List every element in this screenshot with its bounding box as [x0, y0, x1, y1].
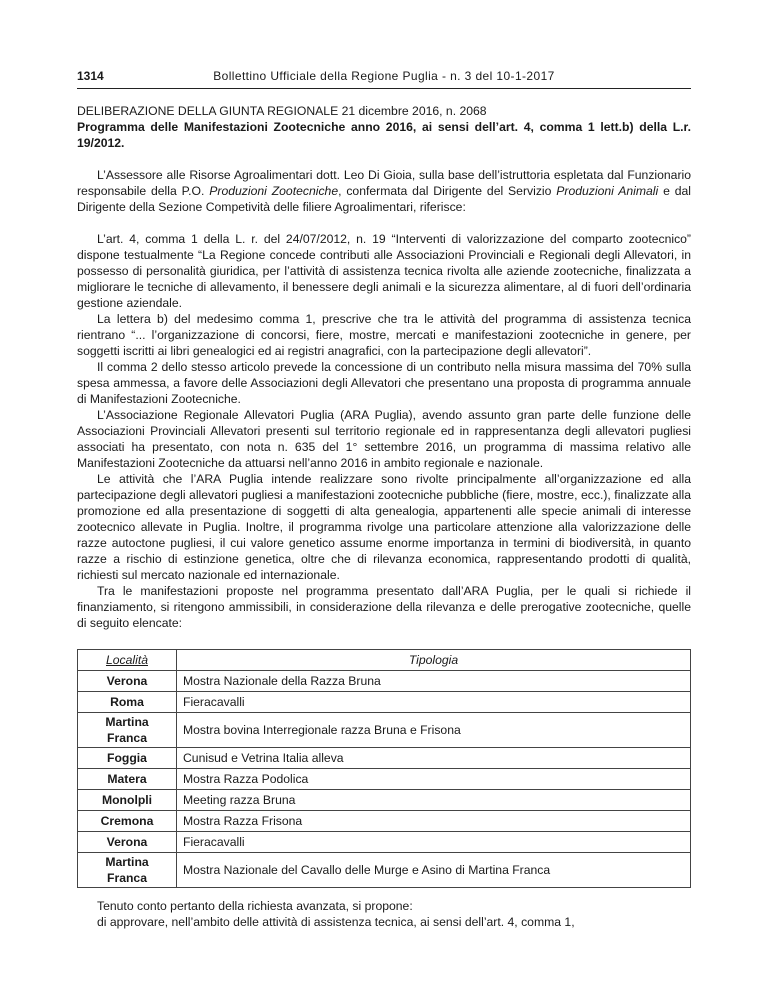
cell-tipologia: Mostra Nazionale della Razza Bruna	[177, 671, 691, 692]
intro-text-b: Produzioni Zootecniche	[209, 184, 339, 198]
table-row	[78, 790, 691, 811]
deliberation-subject: Programma delle Manifestazioni Zootecniche anno 2016, ai sensi dell’art. 4, comma 1 lett.b) della L.r. 19/2012.	[77, 120, 691, 150]
cell-tipologia: Mostra bovina Interregionale razza Bruna e Frisona	[177, 713, 691, 748]
cell-localita: Matera	[78, 769, 177, 790]
table-header-row	[78, 650, 691, 671]
body-paragraph: L’Associazione Regionale Allevatori Puglia (ARA Puglia), avendo assunto gran parte delle funzione delle Associazioni Provinciali Allevatori presenti sul territorio regionale ed in rappresentanza degli allevatori pugliesi associati ha presentato, con nota n. 635 del 1° settembre 2016, un programma di massima relativo alle Manifestazioni Zootecniche da attuarsi nell’anno 2016 in ambito regionale e nazionale.	[77, 408, 691, 470]
cell-localita: Verona	[78, 671, 177, 692]
page-header	[77, 67, 691, 87]
cell-localita: Martina Franca	[78, 713, 177, 748]
deliberation-heading: DELIBERAZIONE DELLA GIUNTA REGIONALE 21 dicembre 2016, n. 2068	[77, 104, 487, 118]
table-row	[78, 853, 691, 888]
closing-line: di approvare, nell’ambito delle attività di assistenza tecnica, ai sensi dell’art. 4, comma 1,	[97, 915, 575, 929]
body-paragraph: Tra le manifestazioni proposte nel programma presentato dall’ARA Puglia, per le quali si richiede il finanziamento, si ritengono ammissibili, in considerazione della rilevanza e delle prerogative zootecniche, quelle di seguito elencate:	[77, 584, 691, 630]
cell-localita: Roma	[78, 692, 177, 713]
body-paragraph: La lettera b) del medesimo comma 1, prescrive che tra le attività del programma di assistenza tecnica rientrano “... l’organizzazione di concorsi, fiere, mostre, mercati e manifestazioni zootecniche in genere, per soggetti iscritti ai libri genealogici ed ai registri anagrafici, con la partecipazione degli allevatori”.	[77, 312, 691, 358]
table-row	[78, 671, 691, 692]
table-row	[78, 832, 691, 853]
cell-tipologia: Fieracavalli	[177, 832, 691, 853]
header-rule	[77, 88, 691, 89]
body-paragraph: L’art. 4, comma 1 della L. r. del 24/07/2012, n. 19 “Interventi di valorizzazione del comparto zootecnico” dispone testualmente “La Regione concede contributi alle Associazioni Provinciali e Regionali degli Allevatori, in possesso di personalità giuridica, per l’attività di assistenza tecnica rivolta alle aziende zootecniche, finalizzata a migliorare le tecniche di allevamento, il benessere degli animali e la sicurezza alimentare, al di fuori dell’ordinaria gestione aziendale.	[77, 232, 691, 310]
publication-title: Bollettino Ufficiale della Regione Puglia - n. 3 del 10-1-2017	[213, 69, 555, 83]
column-header-localita: Località	[78, 650, 177, 671]
cell-tipologia: Meeting razza Bruna	[177, 790, 691, 811]
cell-localita: Monolpli	[78, 790, 177, 811]
page-number: 1314	[77, 69, 104, 83]
intro-text-c: , confermata dal Dirigente del Servizio	[338, 184, 557, 198]
table-row	[78, 713, 691, 748]
cell-tipologia: Cunisud e Vetrina Italia alleva	[177, 748, 691, 769]
table-row	[78, 692, 691, 713]
intro-text-a: L’Assessore alle Risorse Agroalimentari dott. Leo Di Gioia, sulla base dell’istruttoria espletata dal Funzionario responsabile della P.O.	[77, 168, 691, 198]
cell-localita: Martina Franca	[78, 853, 177, 888]
closing-block	[77, 898, 691, 930]
cell-localita: Verona	[78, 832, 177, 853]
cell-tipologia: Fieracavalli	[177, 692, 691, 713]
body-paragraph: Il comma 2 dello stesso articolo prevede la concessione di un contributo nella misura massima del 70% sulla spesa ammessa, a favore delle Associazioni degli Allevatori che presentano una proposta di programma annuale di Manifestazioni Zootecniche.	[77, 360, 691, 406]
cell-tipologia: Mostra Razza Podolica	[177, 769, 691, 790]
cell-tipologia: Mostra Razza Frisona	[177, 811, 691, 832]
cell-tipologia: Mostra Nazionale del Cavallo delle Murge e Asino di Martina Franca	[177, 853, 691, 888]
intro-paragraph	[77, 167, 691, 215]
table-row	[78, 811, 691, 832]
events-table	[77, 649, 691, 888]
table-row	[78, 748, 691, 769]
closing-line: Tenuto conto pertanto della richiesta avanzata, si propone:	[97, 899, 413, 913]
document-body	[77, 103, 691, 930]
intro-text-d: Produzioni Animali	[556, 184, 659, 198]
intro-text-e: e dal Dirigente della Sezione Competività delle filiere Agroalimentari, riferisce:	[77, 184, 691, 214]
cell-localita: Cremona	[78, 811, 177, 832]
body-paragraph: Le attività che l’ARA Puglia intende realizzare sono rivolte principalmente all’organizzazione ed alla partecipazione degli allevatori pugliesi a manifestazioni zootecniche pubbliche (fiere, mostre, ecc.), finalizzate alla promozione ed alla presentazione di soggetti di alta genealogia, appartenenti alle specie animali di interesse zootecnico allevate in Puglia. Inoltre, il programma rivolge una particolare attenzione alla valorizzazione delle razze autoctone pugliesi, il cui valore genetico assume enorme importanza in termini di biodiversità, in quanto razze a rischio di estinzione genetica, oltre che di rilevanza economica, rappresentando prodotti di qualità, richiesti sul mercato nazionale ed internazionale.	[77, 472, 691, 582]
column-header-tipologia: Tipologia	[177, 650, 691, 671]
cell-localita: Foggia	[78, 748, 177, 769]
table-row	[78, 769, 691, 790]
